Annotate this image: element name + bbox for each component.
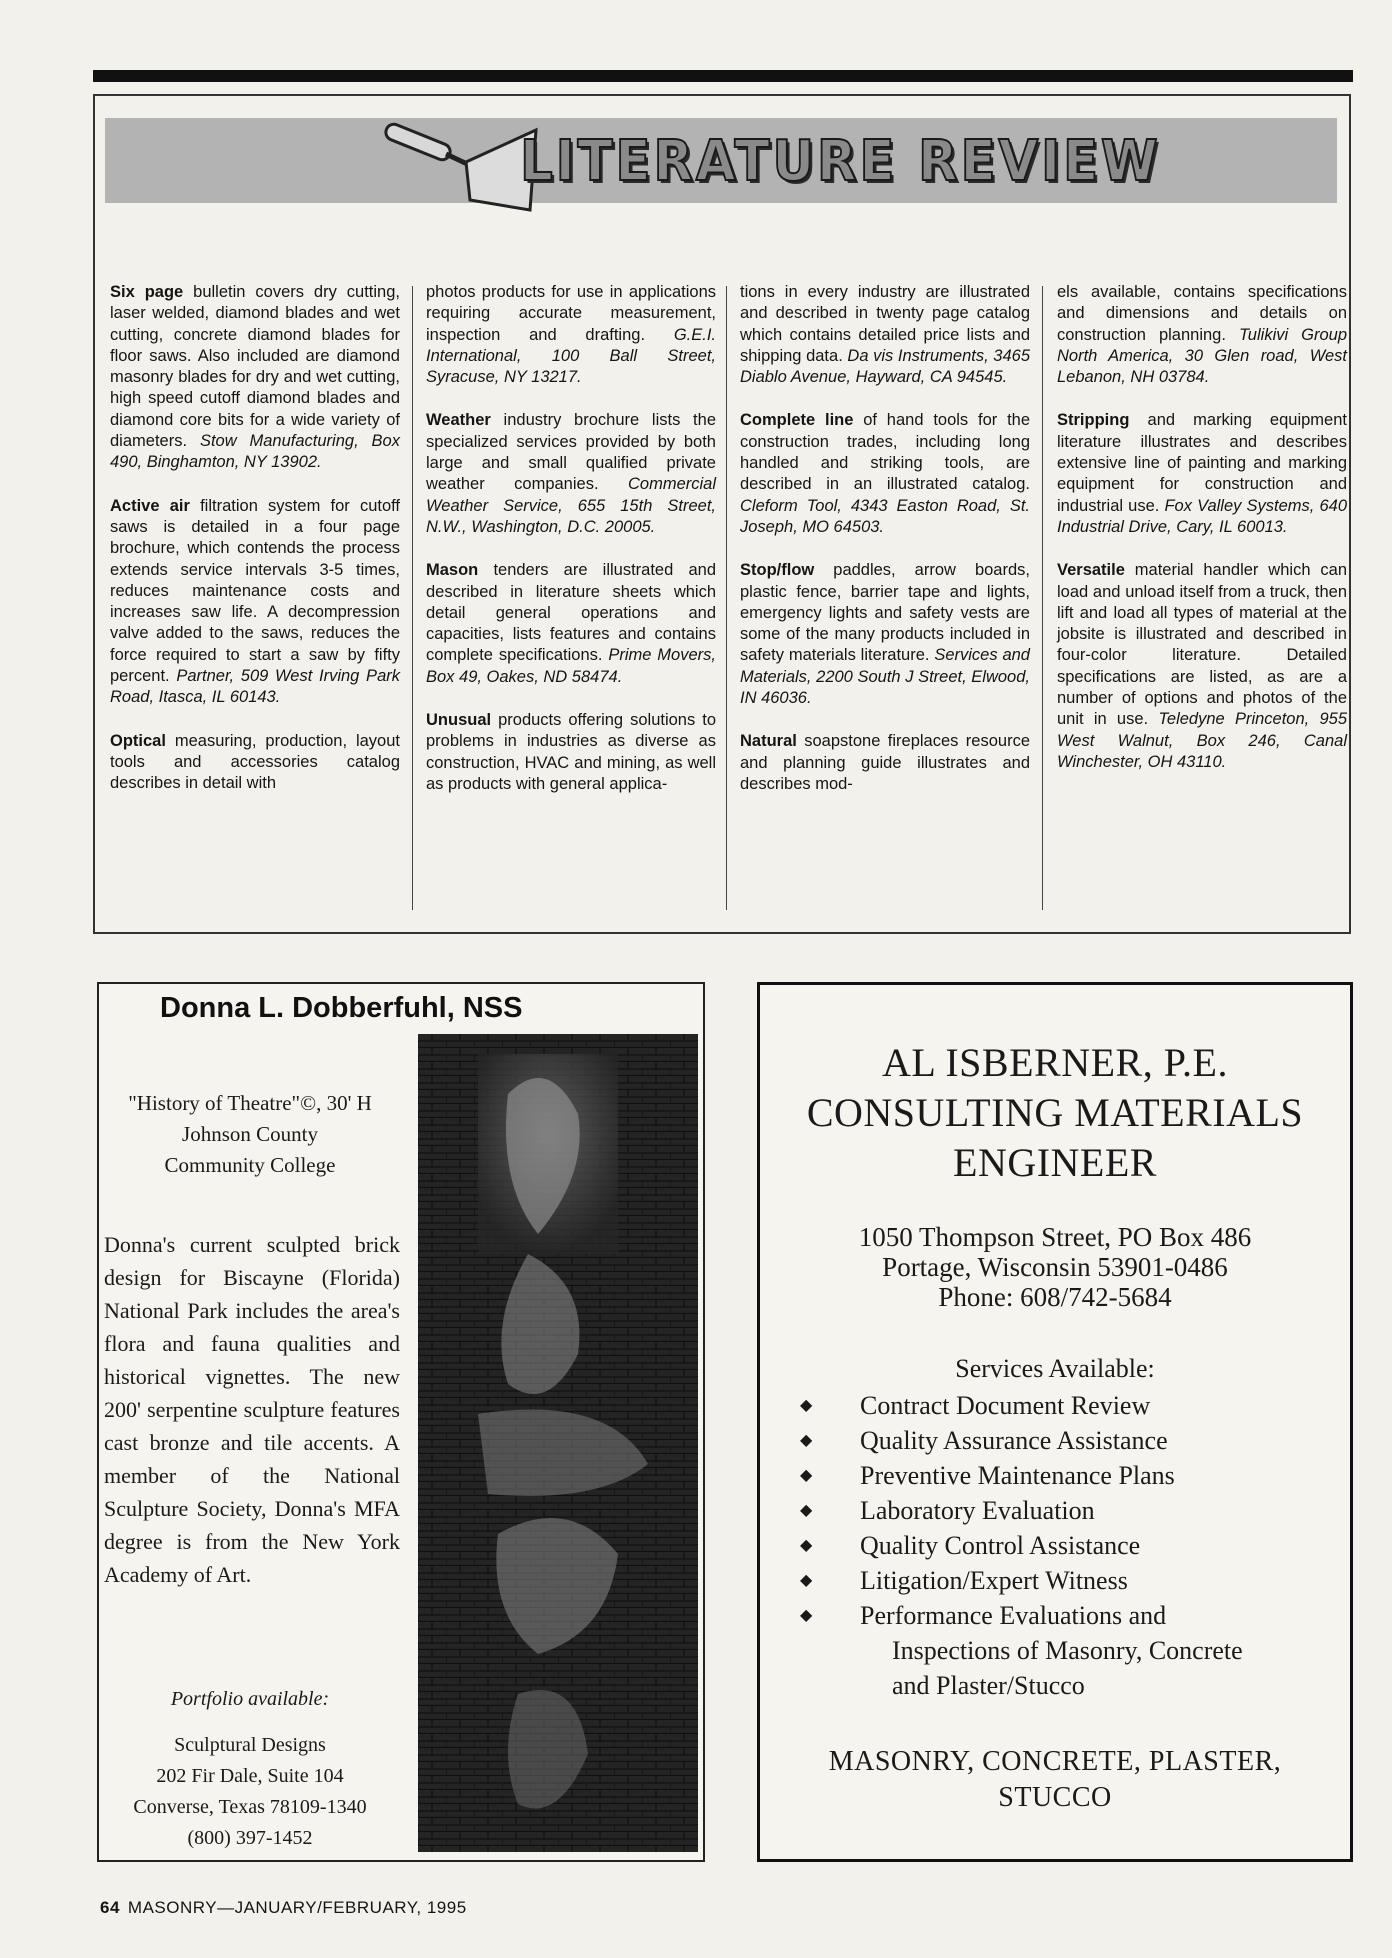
trowel-icon [380,120,540,216]
list-item: ◆ Preventive Maintenance Plans [800,1458,1340,1493]
bullet-icon: ◆ [800,1572,813,1589]
entry-lead: Unusual [426,711,492,730]
entry-body: measuring, production, layout tools and accessories catalog describes in detail with [110,731,400,793]
article-entry [1057,410,1347,538]
advertiser-bio: Donna's current sculpted brick design for Biscayne (Florida) National Park includes the area's flora and fauna qualities and historical vignettes. The new 200' serpentine sculpture features cast bronze and tile accents. A member of the National Sculpture Society, Donna's MFA degree is from the New York Academy of Art. [104,1232,400,1587]
list-item: ◆ Contract Document Review [800,1388,1340,1423]
entry-body: els available, contains specifications and dimensions and details on construction planning. [1057,283,1347,344]
services-heading: Services Available: [955,1354,1155,1383]
column-divider [412,286,413,910]
article-entry [1057,282,1347,388]
article-entry [110,282,400,474]
bullet-icon: ◆ [800,1502,813,1519]
article-entry [110,731,400,795]
entry-body: industry brochure lists the specialized services provided by both large and small qualified private weather companies. [426,411,716,494]
article-entry [740,731,1030,795]
article-column-3 [740,282,1030,817]
entry-lead: Stripping [1057,411,1130,430]
entry-body: bulletin covers dry cutting, laser welded, diamond blades and wet cutting, concrete diamond blades for floor saws. Also included are diamond masonry blades for dry and wet cutting, high speed cutoff diamond blades and diamond core bits for a wide variety of diameters. [110,283,400,451]
entry-body: tenders are illustrated and described in literature sheets which detail general operations and capacities, lists features and contains complete specifications. [426,561,716,665]
entry-lead: Mason [426,561,479,580]
entry-source: Cleform Tool, 4343 Easton Road, St. Joseph, MO 64503. [740,496,1030,536]
advertiser-name: Donna L. Dobberfuhl, NSS [160,992,523,1024]
article-entry [740,410,1030,538]
list-item-continuation: Inspections of Masonry, Concrete [892,1636,1243,1665]
article-column-2 [426,282,716,817]
bullet-icon: ◆ [800,1537,813,1554]
list-item: ◆ Litigation/Expert Witness [800,1563,1340,1598]
article-entry [426,710,716,795]
ad-address: 1050 Thompson Street, PO Box 486 Portage, Wisconsin 53901-0486 Phone: 608/742-5684 [858,1222,1252,1312]
entry-lead: Weather [426,411,491,430]
article-entry [110,496,400,709]
column-divider [726,286,727,910]
publication-info: MASONRY—JANUARY/FEBRUARY, 1995 [127,1898,467,1917]
top-rule [93,70,1353,82]
list-item-continuation: and Plaster/Stucco [892,1671,1085,1700]
article-entry [426,410,716,538]
entry-source: Commercial Weather Service, 655 15th Street, N.W., Washington, D.C. 20005. [426,475,716,536]
entry-body: paddles, arrow boards, plastic fence, barrier tape and lights, emergency lights and safety vests are some of the many products included in safety materials literature. [740,561,1030,665]
article-column-1 [110,282,400,817]
entry-lead: Active air [110,496,190,515]
entry-body: soapstone fireplaces resource and planning guide illustrates and describes mod- [740,732,1030,793]
entry-body: material handler which can load and unload itself from a truck, then lift and load all types of material at the jobsite is illustrated and described in four-color literature. Detailed specifications are listed, as are a number of options and photos of the unit in use. [1057,561,1347,729]
ad-title: AL ISBERNER, P.E. CONSULTING MATERIALS ENGINEER [806,1040,1304,1185]
article-entry [740,282,1030,388]
bullet-icon: ◆ [800,1397,813,1414]
column-divider [1042,286,1043,910]
article-entry [740,560,1030,709]
sculpture-photo [418,1034,698,1852]
entry-body: filtration system for cutoff saws is detailed in a four page brochure, which contends the process extends service intervals 3-5 times, reduces maintenance costs and increases saw life. A decompression valve added to the saws, reduces the force required to start a saw by fifty percent. [110,496,400,686]
article-column-4 [1057,282,1347,795]
entry-source: Services and Materials, 2200 South J Street, Elwood, IN 46036. [740,646,1030,708]
entry-source: Fox Valley Systems, 640 Industrial Drive, Cary, IL 60013. [1057,496,1347,536]
section-title: LITERATURE REVIEW [520,129,1161,194]
list-item: ◆ Performance Evaluations and [800,1598,1340,1633]
bullet-icon: ◆ [800,1432,813,1449]
bullet-icon: ◆ [800,1467,813,1484]
entry-source: Stow Manufacturing, Box 490, Binghamton, NY 13902. [110,432,400,472]
article-entry [426,282,716,388]
bullet-icon: ◆ [800,1607,813,1624]
entry-body: tions in every industry are illustrated and described in twenty page catalog which contains detailed price lists and shipping data. [740,283,1030,365]
entry-lead: Versatile [1057,561,1125,580]
entry-lead: Six page [110,283,184,301]
entry-source: Prime Movers, Box 49, Oakes, ND 58474. [426,646,716,686]
portfolio-label: Portfolio available: [170,1688,330,1710]
entry-source: Tulikivi Group North America, 30 Glen road, West Lebanon, NH 03784. [1057,325,1348,387]
entry-lead: Optical [110,731,166,750]
entry-lead: Natural [740,732,797,751]
entry-body: and marking equipment literature illustrates and describes extensive line of painting and marking equipment for construction and industrial use. [1057,411,1347,515]
page-footer [100,1898,467,1918]
article-entry [1057,560,1347,773]
entry-source: Da vis Instruments, 3465 Diablo Avenue, Hayward, CA 94545. [740,346,1030,387]
services-list [800,1388,1340,1703]
entry-body: of hand tools for the construction trades, including long handled and striking tools, are described in an illustrated catalog. [740,411,1031,494]
page-number: 64 [100,1898,120,1917]
article-entry [426,560,716,688]
ad-tagline: MASONRY, CONCRETE, PLASTER, STUCCO [828,1746,1282,1813]
sculpture-caption: "History of Theatre"©, 30' H Johnson County Community College [128,1091,372,1177]
list-item: ◆ Quality Assurance Assistance [800,1423,1340,1458]
entry-body: products offering solutions to problems in industries as diverse as construction, HVAC and mining, as well as products with general applica- [426,711,716,793]
list-item: ◆ Quality Control Assistance [800,1528,1340,1563]
entry-body: photos products for use in applications requiring accurate measurement, inspection and drafting. [426,283,716,344]
advertiser-address: Sculptural Designs 202 Fir Dale, Suite 104 Converse, Texas 78109-1340 (800) 397-1452 [133,1734,367,1849]
entry-source: Teledyne Princeton, 955 West Walnut, Box 246, Canal Winchester, OH 43110. [1057,710,1347,771]
entry-lead: Complete line [740,411,854,430]
entry-source: Partner, 509 West Irving Park Road, Itasca, IL 60143. [110,667,400,707]
entry-lead: Stop/flow [740,561,815,580]
list-item: ◆ Laboratory Evaluation [800,1493,1340,1528]
entry-source: G.E.I. International, 100 Ball Street, Syracuse, NY 13217. [426,325,716,387]
